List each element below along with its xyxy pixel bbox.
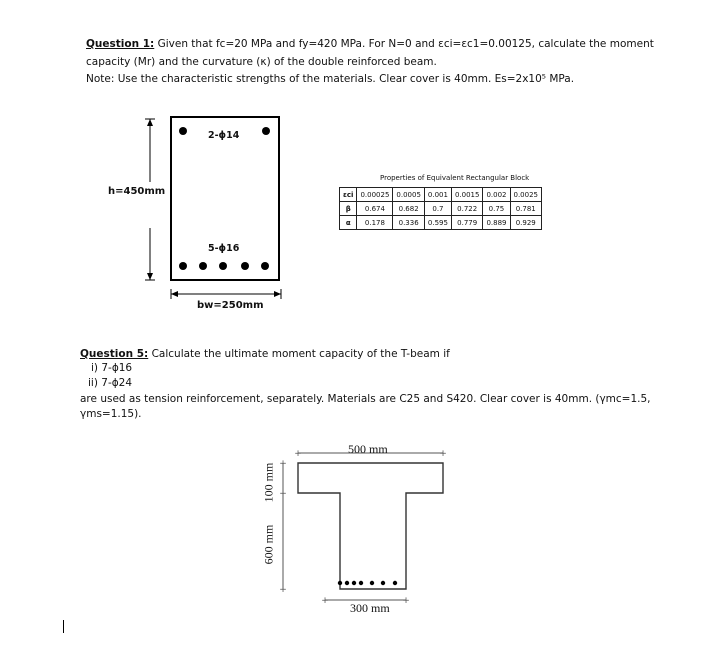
tbeam-bar-1: [338, 581, 342, 585]
table-cell: 0.0005: [393, 188, 425, 202]
beam-section-outline: [171, 117, 279, 280]
question5-line3: γms=1.15).: [80, 408, 142, 420]
t-beam-figure: [255, 440, 475, 625]
tbeam-bar-7: [393, 581, 397, 585]
table-cell: 0.002: [483, 188, 510, 202]
question1-line1-text: Given that fc=20 MPa and fy=420 MPa. For N=0 and εci=εc1=0.00125, calculate the moment: [154, 38, 654, 50]
t-beam-outline: [298, 463, 443, 589]
height-arrow-up: [147, 119, 153, 126]
svg-text:+: +: [279, 585, 287, 595]
question1-line1: [86, 35, 654, 53]
bottom-bar-3: [219, 262, 227, 270]
table-row: [340, 202, 542, 216]
bottom-bars-label: 5-ϕ16: [208, 243, 240, 254]
height-label: h=450mm: [108, 186, 166, 197]
table-cell: 0.595: [424, 216, 451, 230]
table-cell: 0.178: [357, 216, 393, 230]
tbeam-bar-4: [359, 581, 363, 585]
table-caption: Properties of Equivalent Rectangular Block: [380, 174, 530, 182]
table-row: [340, 188, 542, 202]
svg-text:+: +: [439, 449, 447, 459]
total-depth-label: 600 mm: [261, 524, 276, 565]
table-cell: 0.889: [483, 216, 510, 230]
top-bar-2: [262, 127, 270, 135]
properties-table: [339, 187, 542, 230]
tbeam-bar-6: [381, 581, 385, 585]
table-row-label: β: [340, 202, 357, 216]
table-cell: 0.00025: [357, 188, 393, 202]
table-cell: 0.781: [510, 202, 542, 216]
svg-text:+: +: [279, 459, 287, 469]
svg-text:+: +: [279, 489, 287, 499]
svg-text:+: +: [402, 596, 410, 606]
question5-line1: [80, 345, 450, 363]
question1-title: Question 1:: [86, 38, 155, 50]
question5-line1-text: Calculate the ultimate moment capacity of the T-beam if: [148, 348, 450, 360]
table-cell: 0.0025: [510, 188, 542, 202]
table-cell: 0.7: [424, 202, 451, 216]
tbeam-bar-5: [370, 581, 374, 585]
width-arrow-right: [274, 291, 281, 297]
top-bar-1: [179, 127, 187, 135]
tbeam-bar-2: [345, 581, 349, 585]
width-label: bw=250mm: [197, 300, 264, 311]
table-cell: 0.674: [357, 202, 393, 216]
svg-text:+: +: [294, 449, 302, 459]
table-cell: 0.682: [393, 202, 425, 216]
flange-width-label: 500 mm: [348, 442, 388, 456]
table-cell: 0.001: [424, 188, 451, 202]
table-cell: 0.336: [393, 216, 425, 230]
table-cell: 0.722: [451, 202, 483, 216]
beam-section-figure: [95, 110, 295, 320]
table-cell: 0.0015: [451, 188, 483, 202]
question5-item1: i) 7-ϕ16: [91, 362, 133, 374]
question1-line3: Note: Use the characteristic strengths of the materials. Clear cover is 40mm. Es=2x10⁵ MPa.: [86, 73, 575, 85]
question5-item2: ii) 7-ϕ24: [88, 377, 133, 389]
bottom-bar-2: [199, 262, 207, 270]
table-row: [340, 216, 542, 230]
text-cursor: [63, 620, 64, 633]
bottom-bar-5: [261, 262, 269, 270]
bottom-bar-4: [241, 262, 249, 270]
table-cell: 0.779: [451, 216, 483, 230]
height-arrow-down: [147, 273, 153, 280]
table-cell: 0.75: [483, 202, 510, 216]
top-bars-label: 2-ϕ14: [208, 130, 240, 141]
table-row-label: α: [340, 216, 357, 230]
web-width-label: 300 mm: [350, 601, 390, 615]
width-arrow-left: [171, 291, 178, 297]
table-cell: 0.929: [510, 216, 542, 230]
question1-line2: capacity (Mr) and the curvature (κ) of the double reinforced beam.: [86, 56, 437, 68]
table-row-label: εci: [340, 188, 357, 202]
tbeam-bar-3: [352, 581, 356, 585]
question5-line2: are used as tension reinforcement, separately. Materials are C25 and S420. Clear cover is 40mm. (γmc=1.5,: [80, 393, 651, 405]
bottom-bar-1: [179, 262, 187, 270]
question5-title: Question 5:: [80, 348, 149, 360]
flange-depth-label: 100 mm: [261, 462, 276, 503]
svg-text:+: +: [321, 596, 329, 606]
